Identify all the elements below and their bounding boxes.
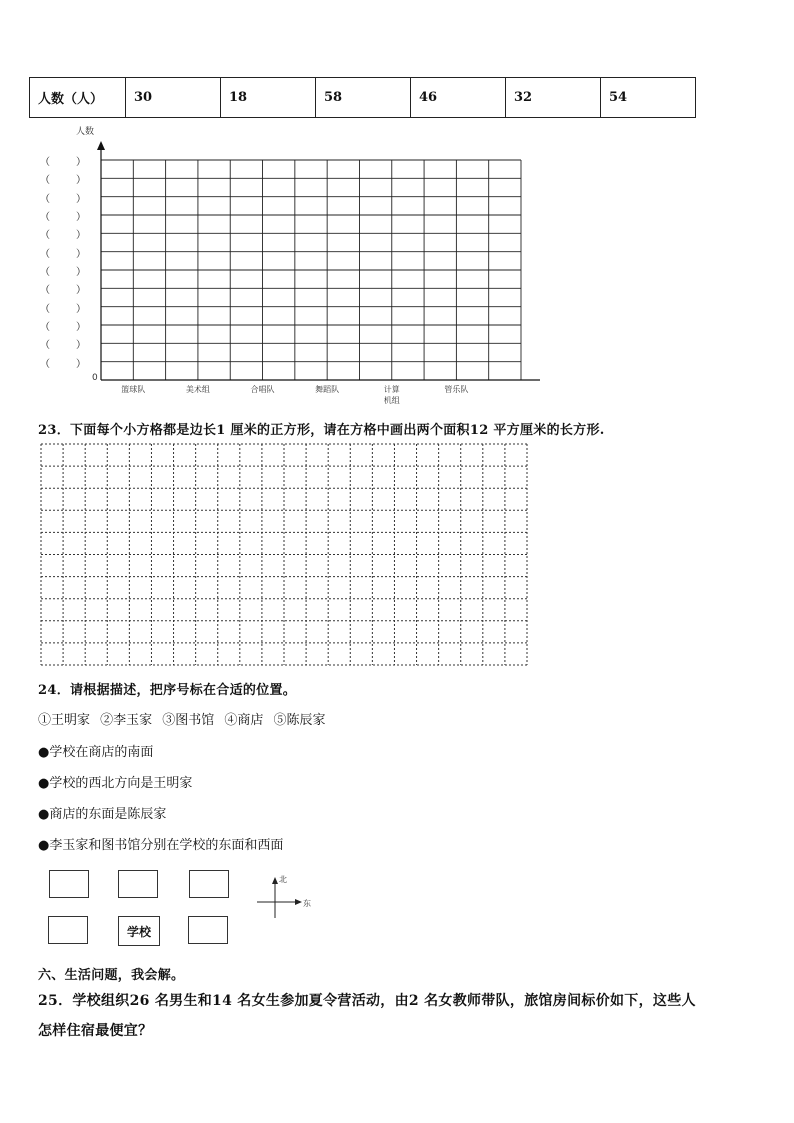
y-tick-placeholder[interactable]: （ ） xyxy=(40,322,86,333)
y-axis-label: 人数 xyxy=(76,127,95,137)
y-tick-placeholder[interactable]: （ ） xyxy=(40,303,86,315)
table-cell: 32 xyxy=(506,78,601,118)
question-23: 23．下面每个小方格都是边长1 厘米的正方形，请在方格中画出两个面积12 平方厘米的长方形. xyxy=(38,423,605,438)
x-tick-label: 舞蹈队 xyxy=(315,385,340,394)
x-tick-label: 合唱队 xyxy=(250,385,275,394)
clue-4: ●李玉家和图书馆分别在学校的东面和西面 xyxy=(38,838,284,853)
clue-2: ●学校的西北方向是王明家 xyxy=(38,776,193,791)
map-box-ne[interactable] xyxy=(189,870,229,898)
school-box xyxy=(118,916,160,946)
y-tick-placeholder[interactable]: （ ） xyxy=(40,193,86,205)
map-box-n[interactable] xyxy=(118,870,158,898)
x-tick-label: 美术组 xyxy=(185,385,210,394)
x-tick-label: 计算 机组 xyxy=(383,385,400,405)
question-25-line1: 25．学校组织26 名男生和14 名女生参加夏令营活动，由2 名女教师带队，旅馆房间标价如下，这些人 xyxy=(38,993,696,1009)
y-origin-label: 0 xyxy=(92,373,98,383)
y-axis-arrow-icon xyxy=(97,141,105,150)
y-tick-placeholder[interactable]: （ ） xyxy=(40,230,86,242)
question-24: 24．请根据描述，把序号标在合适的位置。 xyxy=(38,683,297,698)
clue-1: ●学校在商店的南面 xyxy=(38,745,154,760)
question-25-line2: 怎样住宿最便宜？ xyxy=(38,1023,153,1039)
school-label: 学校 xyxy=(126,924,151,939)
y-tick-placeholder[interactable]: （ ） xyxy=(40,285,86,297)
y-tick-placeholder[interactable]: （ ） xyxy=(40,340,86,352)
y-tick-placeholder[interactable]: （ ） xyxy=(40,212,86,223)
y-tick-placeholder[interactable]: （ ） xyxy=(40,267,86,278)
table-cell: 54 xyxy=(601,78,696,118)
y-tick-placeholder[interactable]: （ ） xyxy=(40,175,86,187)
map-box-e[interactable] xyxy=(188,916,228,944)
table-cell: 46 xyxy=(411,78,506,118)
table-cell: 58 xyxy=(316,78,411,118)
bar-chart-grid xyxy=(0,0,794,410)
y-tick-placeholder[interactable]: （ ） xyxy=(40,358,86,370)
section-6-title: 六、生活问题，我会解。 xyxy=(38,968,185,983)
x-tick-label: 篮球队 xyxy=(121,385,146,394)
y-tick-placeholder[interactable]: （ ） xyxy=(40,157,86,168)
table-row-header: 人数（人） xyxy=(30,78,126,118)
compass-east-label: 东 xyxy=(303,899,311,908)
map-box-w[interactable] xyxy=(48,916,88,944)
x-tick-label: 管乐队 xyxy=(444,385,469,394)
compass-north-label: 北 xyxy=(279,875,287,884)
options-list: ①王明家 ②李玉家 ③图书馆 ④商店 ⑤陈辰家 xyxy=(38,713,326,728)
table-cell: 30 xyxy=(126,78,221,118)
y-tick-placeholder[interactable]: （ ） xyxy=(40,248,86,260)
clue-3: ●商店的东面是陈辰家 xyxy=(38,807,167,822)
map-box-nw[interactable] xyxy=(49,870,89,898)
square-grid[interactable] xyxy=(40,443,530,669)
table-cell: 18 xyxy=(221,78,316,118)
